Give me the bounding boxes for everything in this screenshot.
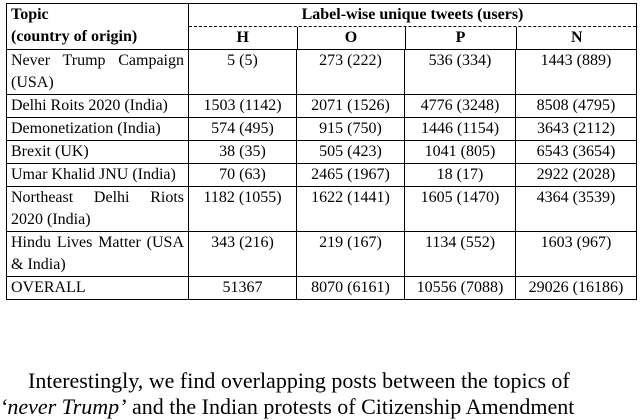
header-sublabels [189,27,637,49]
row-topic: Umar Khalid JNU (India) [7,164,189,187]
cell-o: 219 (167) [297,232,405,277]
cell-h: 1182 (1055) [189,187,297,232]
cell-n: 1443 (889) [516,50,637,95]
cell-n: 1603 (967) [516,232,637,277]
cell-o: 505 (423) [297,141,405,164]
cell-p: 1134 (552) [405,232,516,277]
header-topic-line2: (country of origin) [11,28,138,45]
table-row [7,141,637,164]
cell-o: 915 (750) [297,118,405,141]
cell-o: 2465 (1967) [297,164,405,187]
cell-p: 1605 (1470) [405,187,516,232]
body-line-2 [0,394,640,420]
cell-o: 2071 (1526) [297,95,405,118]
body-paragraph [0,368,640,420]
overall-o: 8070 (6161) [297,277,405,300]
cell-p: 536 (334) [405,50,516,95]
cell-h: 38 (35) [189,141,297,164]
header-label-o: O [297,27,405,49]
cell-h: 574 (495) [189,118,297,141]
table-row [7,164,637,187]
header-topic-line1: Topic [11,6,49,23]
cell-h: 70 (63) [189,164,297,187]
cell-p: 1041 (805) [405,141,516,164]
cell-o: 273 (222) [297,50,405,95]
overall-row [7,277,637,300]
header-label-n: N [570,29,583,46]
table-row [7,187,637,232]
cell-p: 18 (17) [405,164,516,187]
row-topic: Northeast Delhi Riots 2020 (India) [7,187,189,232]
body-line-2-rest: and the Indian protests of Citizenship Amendment [126,394,575,419]
results-table [6,3,637,300]
header-topic [7,4,189,50]
table-row [7,232,637,277]
row-topic: Delhi Roits 2020 (India) [7,95,189,118]
cell-h: 5 (5) [189,50,297,95]
row-topic: Never Trump Campaign (USA) [7,50,189,95]
row-topic: Hindu Lives Matter (USA & India) [7,232,189,277]
never-trump-quote: ‘never Trump’ [0,394,127,419]
cell-o: 1622 (1441) [297,187,405,232]
table-row [7,95,637,118]
overall-label: OVERALL [7,277,189,300]
cell-h: 343 (216) [189,232,297,277]
overall-n: 29026 (16186) [516,277,637,300]
row-topic: Brexit (UK) [7,141,189,164]
cell-p: 4776 (3248) [405,95,516,118]
header-group-label: Label-wise unique tweets (users) [189,4,636,27]
cell-p: 1446 (1154) [405,118,516,141]
overall-h: 51367 [189,277,297,300]
cell-n: 4364 (3539) [516,187,637,232]
table-row [7,50,637,95]
cell-n: 8508 (4795) [516,95,637,118]
cell-h: 1503 (1142) [189,95,297,118]
table-row [7,118,637,141]
row-topic: Demonetization (India) [7,118,189,141]
header-label-h: H [189,27,297,49]
body-line-1: Interestingly, we find overlapping posts between the topics of [28,368,570,393]
cell-n: 3643 (2112) [516,118,637,141]
cell-n: 2922 (2028) [516,164,637,187]
cell-n: 6543 (3654) [516,141,637,164]
header-label-p: P [405,27,516,49]
header-group-cell [189,4,637,50]
overall-p: 10556 (7088) [405,277,516,300]
